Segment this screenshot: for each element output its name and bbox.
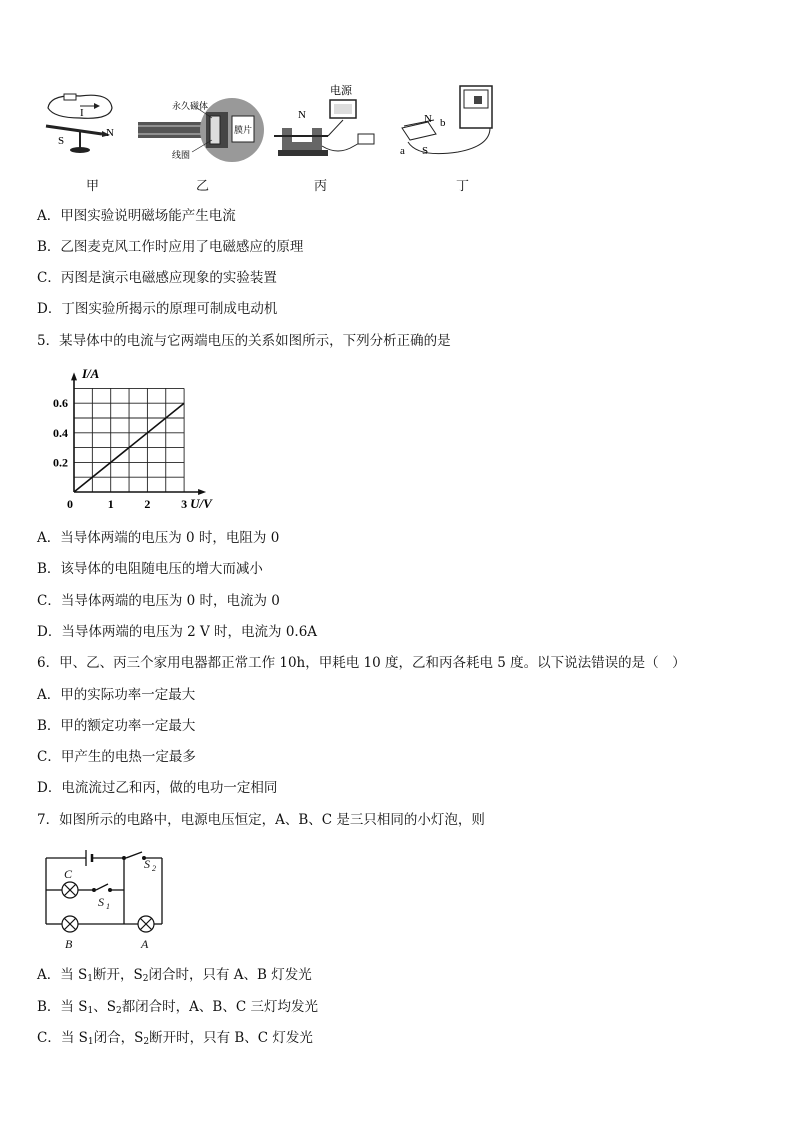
lamp-b <box>62 916 78 932</box>
lamp-b-label: B <box>65 937 73 951</box>
figure-yi <box>136 96 270 164</box>
q5-option-c: C．当导体两端的电压为 0 时，电流为 0 <box>37 593 280 609</box>
svg-text:永久磁体: 永久磁体 <box>172 102 209 112</box>
svg-text:N: N <box>106 127 114 139</box>
compass-wire-illustration <box>40 86 140 166</box>
switch-s2-label: S <box>144 857 150 871</box>
lamp-c <box>62 882 78 898</box>
x-tick-label: 1 <box>107 497 114 511</box>
svg-text:b: b <box>440 117 446 129</box>
q4-option-a: A．甲图实验说明磁场能产生电流 <box>37 208 236 224</box>
q6-option-d: D．电流流过乙和丙，做的电功一定相同 <box>37 780 278 796</box>
iu-chart-svg <box>40 364 230 516</box>
q5-option-b: B．该导体的电阻随电压的增大而减小 <box>37 561 263 577</box>
induction-experiment-illustration <box>398 82 498 164</box>
svg-text:a: a <box>400 145 405 157</box>
svg-text:N: N <box>424 113 432 125</box>
y-tick-label: 0.2 <box>53 455 68 470</box>
svg-text:S: S <box>58 135 65 147</box>
lamp-a-label: A <box>141 937 149 951</box>
lamp-c-label: C <box>64 867 73 881</box>
svg-text:I: I <box>80 107 84 119</box>
y-tick-label: 0.4 <box>53 425 68 440</box>
y-axis-label: I/A <box>82 366 100 381</box>
q6-option-c: C．甲产生的电热一定最多 <box>37 749 196 765</box>
motor-experiment-illustration <box>268 80 388 166</box>
x-axis-arrow <box>198 489 206 495</box>
figure-jia-caption: 甲 <box>86 179 100 194</box>
microphone-illustration <box>136 96 270 164</box>
x-axis-label: U/V <box>190 496 212 511</box>
q4-option-c: C．丙图是演示电磁感应现象的实验装置 <box>37 270 277 286</box>
figure-bing <box>268 80 388 166</box>
svg-text:S: S <box>422 145 429 157</box>
q6-option-b: B．甲的额定功率一定最大 <box>37 718 196 734</box>
q5-option-a: A．当导体两端的电压为 0 时，电阻为 0 <box>37 530 280 546</box>
y-tick-label: 0.6 <box>53 396 68 411</box>
y-axis-arrow <box>71 372 77 380</box>
q7-stem: 7．如图所示的电路中，电源电压恒定，A、B、C 是三只相同的小灯泡，则 <box>37 812 485 828</box>
q6-stem: 6．甲、乙、丙三个家用电器都正常工作 10h，甲耗电 10 度，乙和丙各耗电 5 度。以下说法错误的是（ ） <box>37 655 686 671</box>
svg-text:线圈: 线圈 <box>172 151 191 161</box>
q5-option-d: D．当导体两端的电压为 2 V 时，电流为 0.6A <box>37 624 318 640</box>
q5-stem: 5．某导体中的电流与它两端电压的关系如图所示，下列分析正确的是 <box>37 333 451 349</box>
q7-option-c: C．当 $S_1$闭合，$S_2$断开时，只有 B、C 灯发光 <box>37 1030 313 1047</box>
origin-label: 0 <box>67 497 73 511</box>
switch-s1-label: S <box>98 895 104 909</box>
figure-bing-caption: 丙 <box>314 179 328 194</box>
circuit-diagram <box>40 844 170 954</box>
q7-circuit <box>40 844 170 954</box>
q6-option-a: A．甲的实际功率一定最大 <box>37 687 196 703</box>
figure-ding-caption: 丁 <box>456 179 470 194</box>
q7-option-b: B．当 $S_1$、$S_2$都闭合时，A、B、C 三灯均发光 <box>37 999 318 1016</box>
q4-option-d: D．丁图实验所揭示的原理可制成电动机 <box>37 301 278 317</box>
x-tick-label: 2 <box>144 497 151 511</box>
figure-jia <box>40 86 140 166</box>
x-tick-label: 3 <box>181 497 188 511</box>
lamp-a <box>138 916 154 932</box>
q4-option-b: B．乙图麦克风工作时应用了电磁感应的原理 <box>37 239 304 255</box>
iu-chart <box>40 364 230 516</box>
svg-text:膜片: 膜片 <box>234 126 253 136</box>
svg-text:N: N <box>298 109 306 121</box>
svg-text:2: 2 <box>152 864 156 873</box>
figure-ding <box>398 82 498 164</box>
q7-option-a: A．当 $S_1$断开，$S_2$闭合时，只有 A、B 灯发光 <box>37 967 312 984</box>
svg-text:电源: 电源 <box>330 84 352 97</box>
svg-text:1: 1 <box>106 902 110 911</box>
figure-yi-caption: 乙 <box>196 179 210 194</box>
